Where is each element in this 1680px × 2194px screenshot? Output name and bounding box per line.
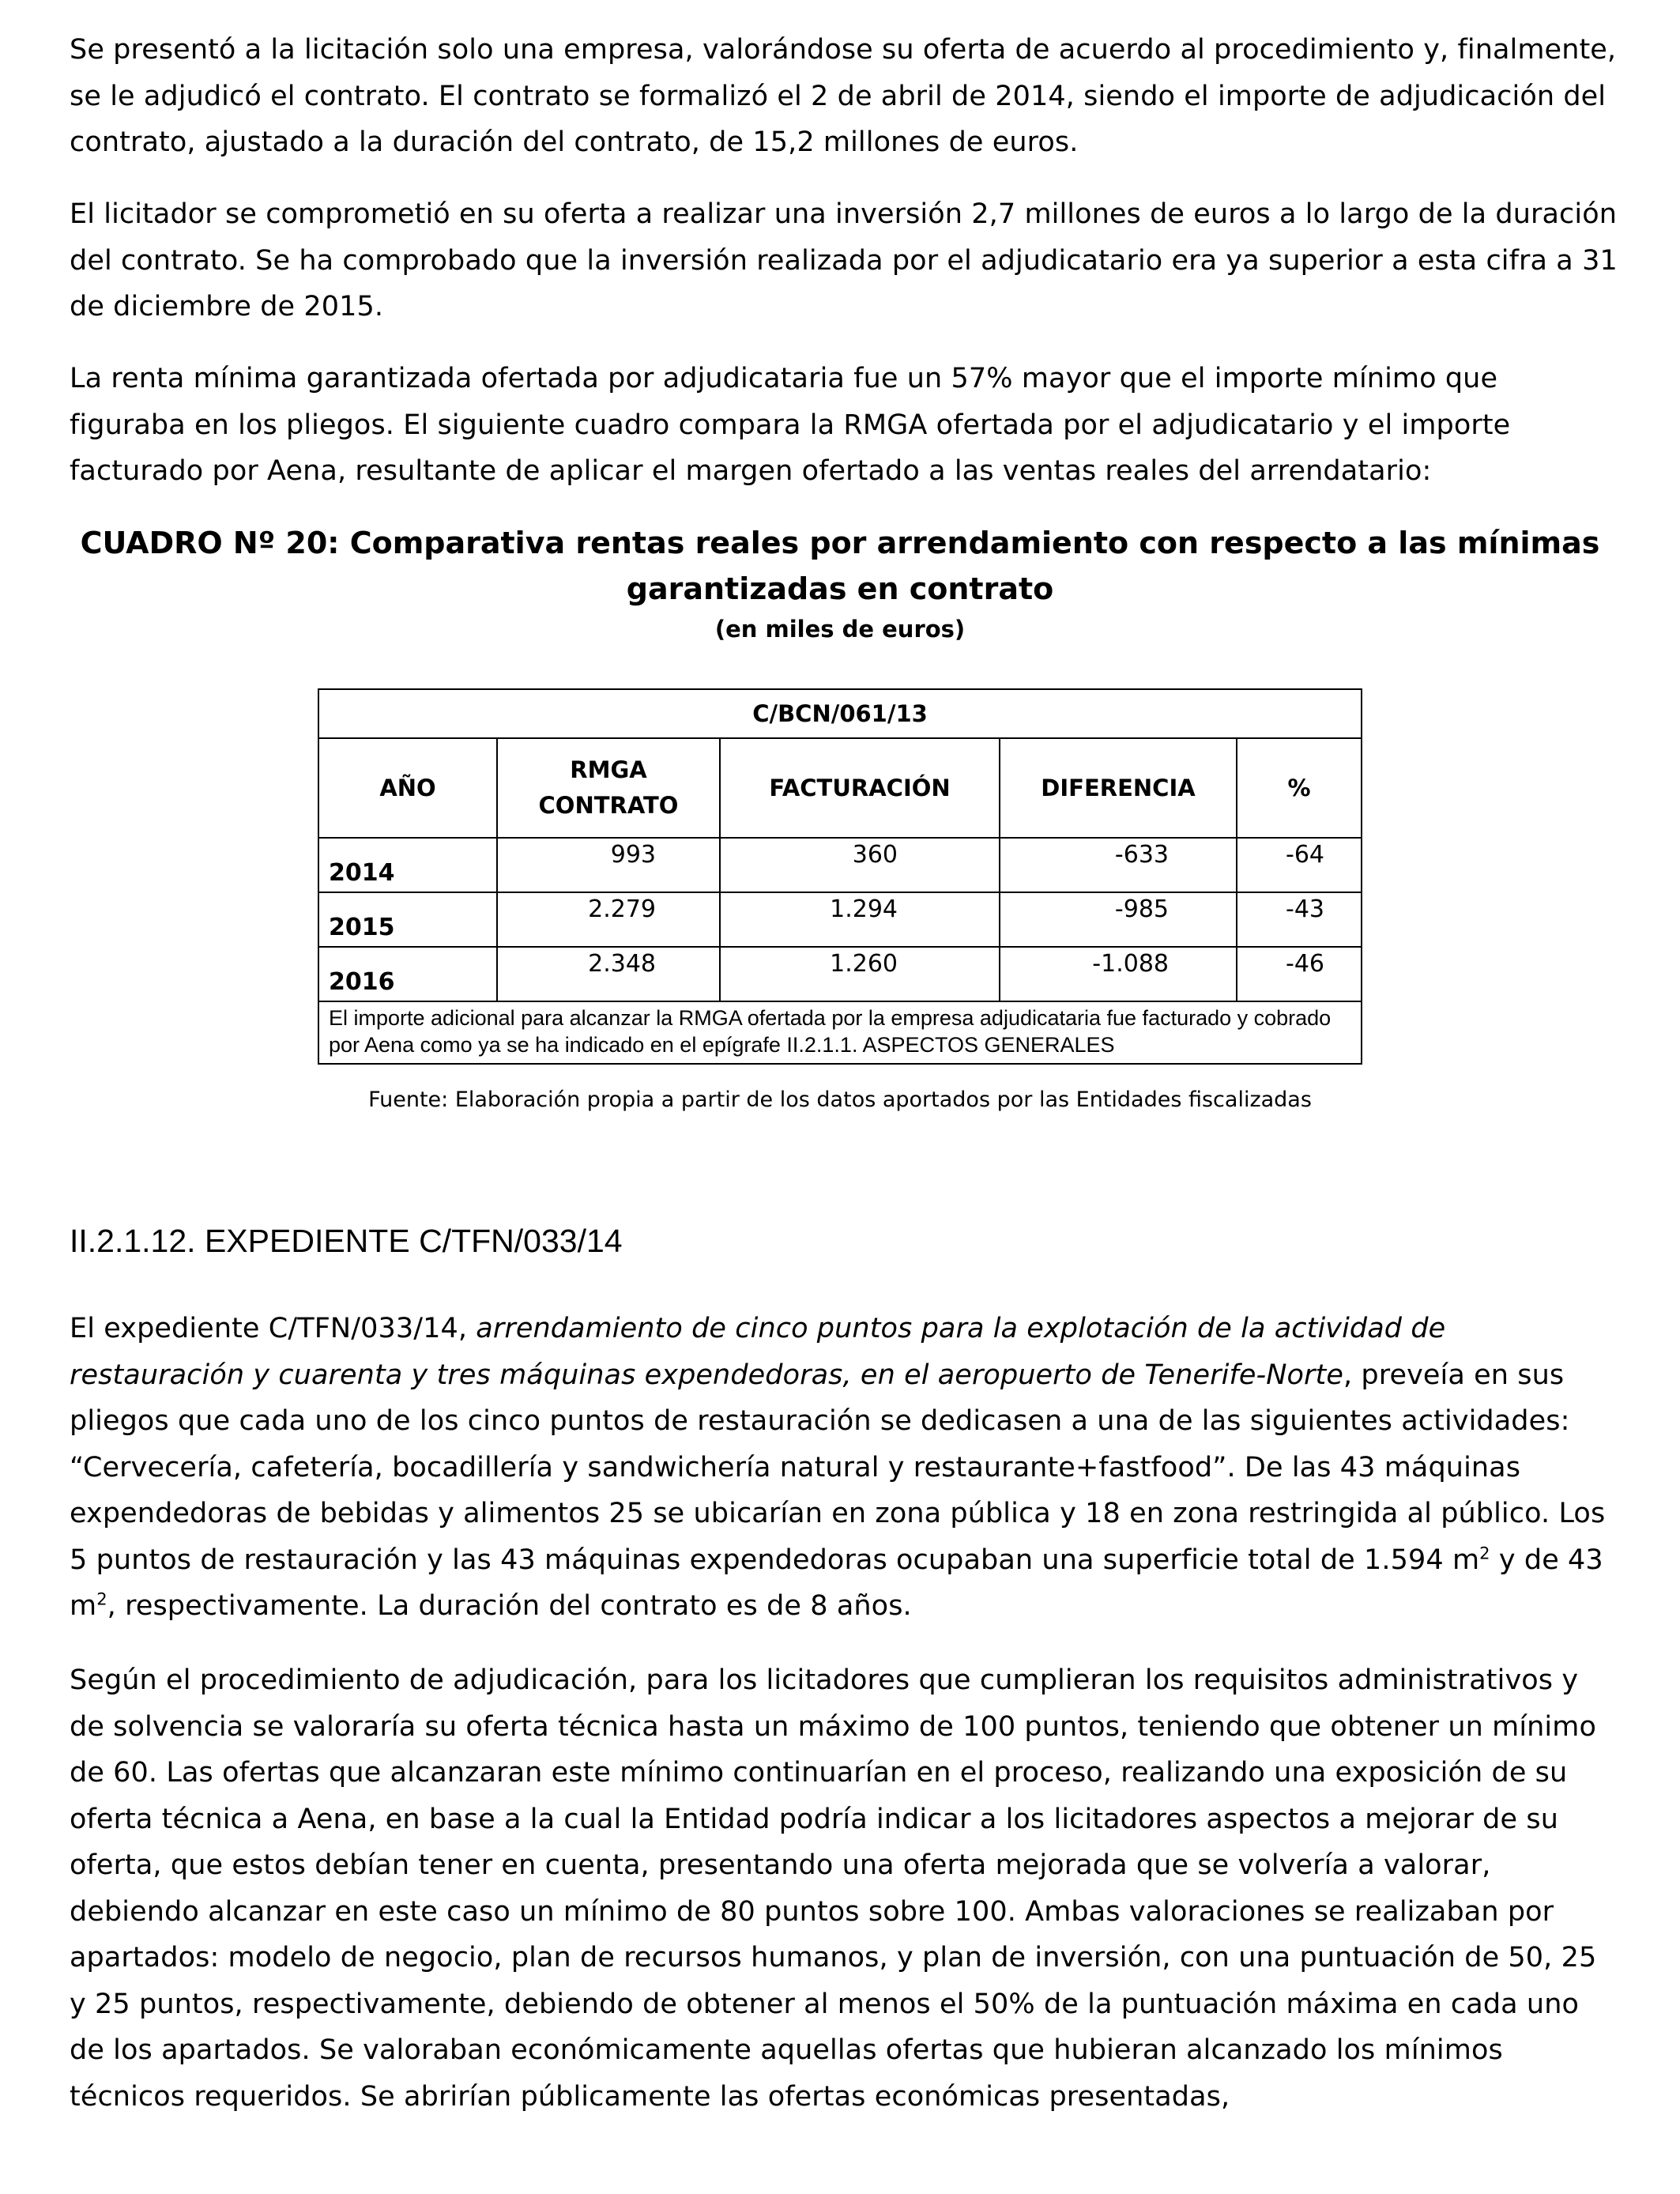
paragraph-minimum-rent: La renta mínima garantizada ofertada por adjudicataria fue un 57% mayor que el importe mínimo que figuraba en los pliegos. El siguiente cuadro compara la RMGA ofertada por el adjudicatario y el importe facturado por Aena, resultante de aplicar el margen ofertado a las ventas reales del arrendatario: [70, 363, 1511, 487]
paragraph-investment: El licitador se comprometió en su oferta a realizar una inversión 2,7 millones de euros a lo largo de la duración del contrato. Se ha comprobado que la inversión realizada por el adjudicatario era ya superior a esta cifra a 31 de diciembre de 2015. [70, 198, 1618, 322]
table-note: El importe adicional para alcanzar la RMGA ofertada por la empresa adjudicataria fue facturado y cobrado por Aena como ya se ha indicado en el epígrafe II.2.1.1. ASPECTOS GENERALES [318, 1001, 1362, 1064]
table-code-row [318, 689, 1362, 738]
header-percent: % [1237, 738, 1362, 838]
cell-year: 2014 [318, 838, 497, 892]
header-rmga-line2: CONTRATO [538, 792, 679, 819]
table-source: Fuente: Elaboración propia a partir de los datos aportados por las Entidades fiscalizadas [368, 1088, 1312, 1112]
header-billing: FACTURACIÓN [720, 738, 1000, 838]
cell-difference: -633 [1000, 838, 1237, 892]
comparison-table [318, 688, 1362, 1065]
contract-code: C/BCN/061/13 [318, 689, 1362, 738]
cell-billing: 1.294 [720, 892, 1000, 947]
cell-difference: -1.088 [1000, 947, 1237, 1001]
section-heading: II.2.1.12. EXPEDIENTE C/TFN/033/14 [70, 1223, 623, 1259]
cell-rmga: 2.348 [497, 947, 720, 1001]
expediente-description: , preveía en sus pliegos que cada uno de los cinco puntos de restauración se dedicasen a una de las siguientes actividades: “Cervecería, cafetería, bocadillería y sandwichería natural y restaurante+fastfood”. De las 43 máquinas expendedoras de bebidas y alimentos 25 se ubicarían en zona pública y 18 en zona restringida al público. Los 5 puntos de restauración y las 43 máquinas expendedoras ocupaban una superficie total de 1.594 m [70, 1359, 1606, 1576]
superscript-m2-first: 2 [1479, 1543, 1490, 1563]
header-rmga-line1: RMGA [570, 756, 647, 783]
paragraph-procedure: Según el procedimiento de adjudicación, para los licitadores que cumplieran los requisitos administrativos y de solvencia se valoraría su oferta técnica hasta un máximo de 100 puntos, teniendo que obtener un mínimo de 60. Las ofertas que alcanzaran este mínimo continuarían en el proceso, realizando una exposición de su oferta técnica a Aena, en base a la cual la Entidad podría indicar a los licitadores aspectos a mejorar de su oferta, que estos debían tener en cuenta, presentando una oferta mejorada que se volvería a valorar, debiendo alcanzar en este caso un mínimo de 80 puntos sobre 100. Ambas valoraciones se realizaban por apartados: modelo de negocio, plan de recursos humanos, y plan de inversión, con una puntuación de 50, 25 y 25 puntos, respectivamente, debiendo de obtener al menos el 50% de la puntuación máxima en cada uno de los apartados. Se valoraban económicamente aquellas ofertas que hubieran alcanzado los mínimos técnicos requeridos. Se abrirían públicamente las ofertas económicas presentadas, [70, 1664, 1597, 2113]
table-row [318, 947, 1362, 1001]
header-rmga [497, 738, 720, 838]
expediente-object: arrendamiento de cinco puntos para la explotación de la actividad de restauración y cuarenta y tres máquinas expendedoras, en el aeropuerto de Tenerife-Norte [70, 1313, 1446, 1391]
cell-rmga: 993 [497, 838, 720, 892]
cell-billing: 360 [720, 838, 1000, 892]
table-header-row [318, 738, 1362, 838]
cell-year: 2015 [318, 892, 497, 947]
cell-difference: -985 [1000, 892, 1237, 947]
cell-percent: -43 [1237, 892, 1362, 947]
table-row [318, 892, 1362, 947]
header-difference: DIFERENCIA [1000, 738, 1237, 838]
cell-percent: -46 [1237, 947, 1362, 1001]
cell-rmga: 2.279 [497, 892, 720, 947]
table-note-row [318, 1001, 1362, 1064]
cell-billing: 1.260 [720, 947, 1000, 1001]
paragraph-award: Se presentó a la licitación solo una empresa, valorándose su oferta de acuerdo al procedimiento y, finalmente, se le adjudicó el contrato. El contrato se formalizó el 2 de abril de 2014, siendo el importe de adjudicación del contrato, ajustado a la duración del contrato, de 15,2 millones de euros. [70, 34, 1617, 158]
expediente-duration: , respectivamente. La duración del contrato es de 8 años. [107, 1590, 912, 1622]
header-year: AÑO [318, 738, 497, 838]
paragraph-expediente [70, 1306, 1618, 1630]
table-caption-units: (en miles de euros) [714, 616, 966, 643]
expediente-area: y de 43 m [70, 1544, 1603, 1622]
table-row [318, 838, 1362, 892]
expediente-lead: El expediente C/TFN/033/14, [70, 1313, 477, 1344]
table-caption-title: CUADRO Nº 20: Comparativa rentas reales por arrendamiento con respecto a las mínimas garantizadas en contrato [80, 526, 1600, 606]
superscript-m2-second: 2 [96, 1589, 107, 1609]
cell-year: 2016 [318, 947, 497, 1001]
cell-percent: -64 [1237, 838, 1362, 892]
